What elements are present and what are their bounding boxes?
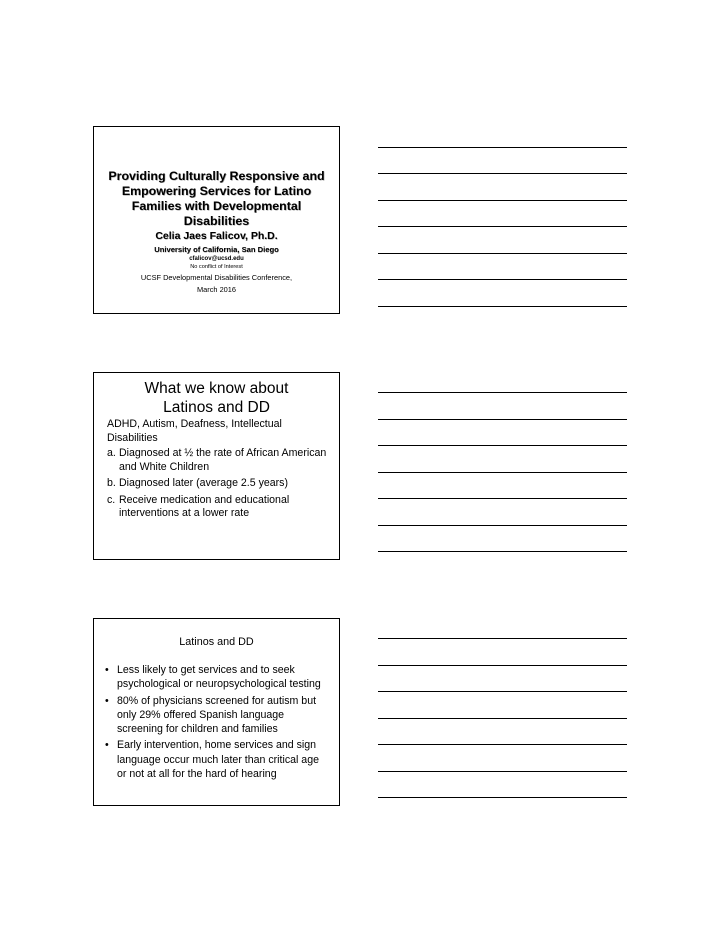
- conflict-disclosure: No conflict of Interest: [190, 264, 243, 270]
- list-item: [105, 738, 329, 781]
- note-line: [378, 147, 627, 148]
- presentation-title: Providing Culturally Responsive and Empowering Services for Latino Families with Developmental Disabilities: [108, 169, 325, 228]
- note-line: [378, 498, 627, 499]
- slide-2: [93, 372, 340, 560]
- note-line: [378, 306, 627, 307]
- list-item-text: Early intervention, home services and sign language occur much later than critical age or not at all for the hard of hearing: [117, 739, 319, 781]
- author-email: cfalicov@ucsd.edu: [189, 256, 244, 262]
- note-line: [378, 472, 627, 473]
- slide-title: Latinos and DD: [179, 636, 254, 648]
- list-item-text: Less likely to get services and to seek psychological or neuropsychological testing: [117, 664, 321, 691]
- list-item-text: Diagnosed at ½ the rate of African American and White Children: [119, 447, 327, 473]
- slide-title-line-1: What we know about: [144, 380, 289, 397]
- note-line: [378, 173, 627, 174]
- note-line: [378, 744, 627, 745]
- conditions-intro: ADHD, Autism, Deafness, Intellectual Disabilities: [107, 418, 282, 444]
- note-line: [378, 797, 627, 798]
- bullet-icon: •: [105, 664, 109, 676]
- note-line: [378, 279, 627, 280]
- note-line: [378, 419, 627, 420]
- note-line: [378, 551, 627, 552]
- slide-body: [107, 418, 329, 524]
- note-line: [378, 226, 627, 227]
- author-affiliation: University of California, San Diego: [154, 245, 279, 254]
- list-item: [105, 663, 329, 692]
- note-line: [378, 665, 627, 666]
- list-item-text: Diagnosed later (average 2.5 years): [119, 477, 289, 489]
- list-item: [107, 477, 329, 491]
- note-line: [378, 771, 627, 772]
- slide-1-title-slide: [93, 126, 340, 314]
- list-marker: a.: [107, 447, 116, 459]
- slide-3: [93, 618, 340, 806]
- bullet-icon: •: [105, 694, 109, 707]
- note-line: [378, 200, 627, 201]
- list-item-text: 80% of physicians screened for autism but only 29% offered Spanish language screening for children and families: [117, 694, 317, 736]
- note-line: [378, 525, 627, 526]
- note-line: [378, 718, 627, 719]
- note-line: [378, 638, 627, 639]
- bullet-icon: •: [105, 739, 109, 752]
- note-line: [378, 392, 627, 393]
- conference-name: UCSF Developmental Disabilities Conference,: [140, 273, 293, 282]
- slide-title: [94, 379, 339, 417]
- note-line: [378, 253, 627, 254]
- note-line: [378, 691, 627, 692]
- note-line: [378, 445, 627, 446]
- slide-title-line-2: Latinos and DD: [163, 399, 270, 416]
- list-item: [107, 494, 329, 521]
- author-name: Celia Jaes Falicov, Ph.D.: [155, 230, 278, 242]
- conference-date: March 2016: [196, 285, 237, 294]
- list-marker: b.: [107, 477, 116, 489]
- list-item-text: Receive medication and educational interventions at a lower rate: [119, 493, 290, 519]
- list-marker: c.: [107, 493, 116, 506]
- list-item: [105, 694, 329, 737]
- list-item: [107, 447, 329, 474]
- bullet-list: [105, 663, 329, 783]
- findings-list: [107, 447, 329, 521]
